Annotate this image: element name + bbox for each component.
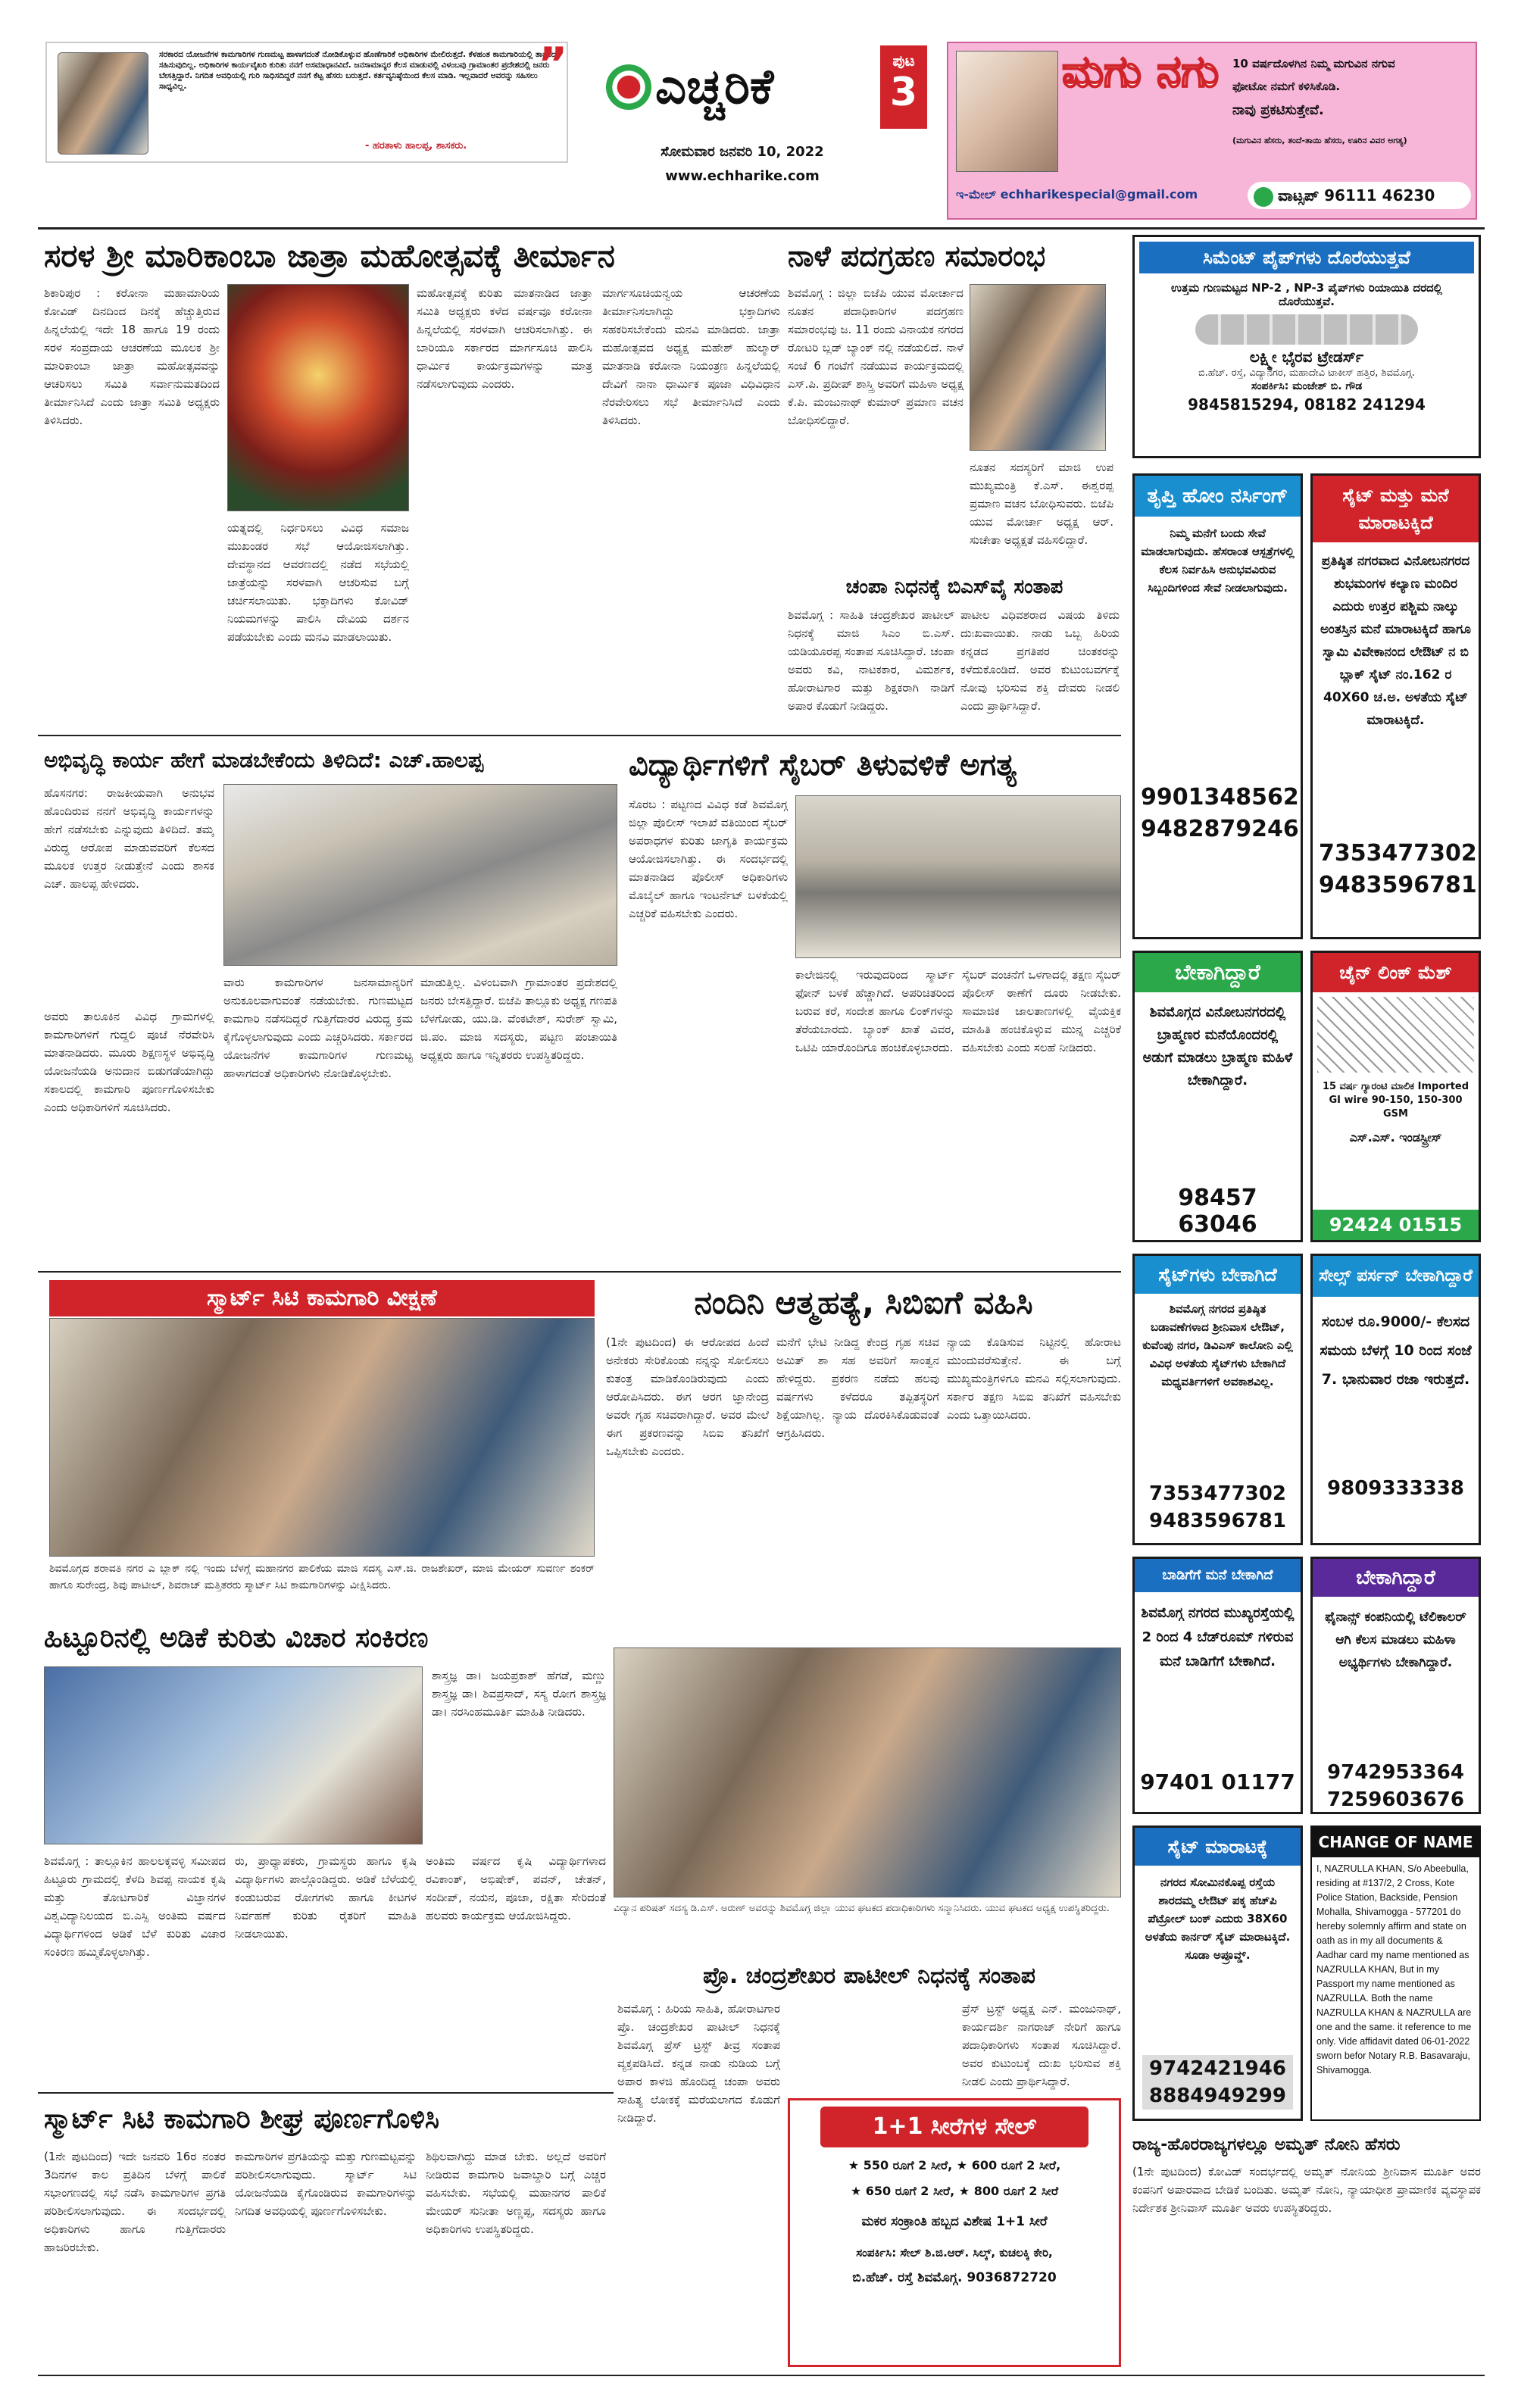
article1-col4: ಮಾರ್ಗಸೂಚಿಯನ್ವಯ ಆಚರಣೆಯ ತೀರ್ಮಾನಿಸಲಾಗಿದ್ದು ಭಕ್ತಾದಿಗಳು ಸಹಕರಿಸಬೇಕೆಂದು ಮನವಿ ಮಾಡಿದರು. ಜಾತ್ರಾ ಮಹೋತ್ಸವದ ಅಧ್ಯಕ್ಷ ಮಹೇಶ್ ಹುಲ್ಮಾರ್ ಮಾತನಾಡಿ ಕರೋನಾ ನಿಯಂತ್ರಣ ಹಿನ್ನಲೆಯಲ್ಲಿ ದೇವಿಗೆ ನಾನಾ ಧಾರ್ಮಿಕ ಪೂಜಾ ವಿಧಿವಿಧಾನ ನೆರವೇರಿಸಲು ಸಭೆ ತೀರ್ಮಾನಿಸಿದೆ ಎಂದು ತಿಳಿಸಿದರು.: [602, 286, 780, 427]
article1-headline: ಸರಳ ಶ್ರೀ ಮಾರಿಕಾಂಬಾ ಜಾತ್ರಾ ಮಹೋತ್ಸವಕ್ಕೆ ತೀರ್ಮಾನ: [44, 237, 615, 274]
article3-col2: ಪಾಟೀಲ ವಿಧಿವಶರಾದ ವಿಷಯ ತಿಳಿದು ದುಃಖವಾಯಿತು. ನಾಡು ಒಬ್ಬ ಹಿರಿಯ ಕನ್ನಡದ ಪ್ರಗತಿಪರ ಚಿಂತಕರನ್ನು ಕಳೆದುಕೊಂಡಿದೆ. ಅವರ ಕುಟುಂಬವರ್ಗಕ್ಕೆ ನೋವು ಭರಿಸುವ ಶಕ್ತಿ ದೇವರು ನೀಡಲಿ ಎಂದು ಪ್ರಾರ್ಥಿಸಿದ್ದಾರೆ.: [960, 608, 1120, 713]
classified-title: ಸೈಟ್‌ಗಳು ಬೇಕಾಗಿದೆ: [1135, 1256, 1301, 1294]
classified-title: ಸೈಟ್ ಮಾರಾಟಕ್ಕೆ: [1135, 1828, 1301, 1866]
saree-ad-line2: ★ 650 ರೂಗೆ 2 ಸೀರೆ, ★ 800 ರೂಗೆ 2 ಸೀರೆ: [850, 2184, 1059, 2198]
classified-body: ಉತ್ತಮ ಗುಣಮಟ್ಟದ NP-2 , NP-3 ಪೈಪ್‌ಗಳು ರಿಯಾಯಿತಿ ದರದಲ್ಲಿ ದೊರೆಯುತ್ತವೆ.: [1170, 281, 1443, 308]
ad-email[interactable]: ಇ-ಮೇಲ್ echharikespecial@gmail.com: [956, 187, 1198, 201]
saree-ad-line1: ★ 550 ರೂಗೆ 2 ಸೀರೆ, ★ 600 ರೂಗೆ 2 ಸೀರೆ,: [848, 2158, 1061, 2172]
article8-headline: ಹಿಟ್ಟೂರಿನಲ್ಲಿ ಅಡಿಕೆ ಕುರಿತು ವಿಚಾರ ಸಂಕಿರಣ: [44, 1623, 429, 1654]
classified-wanted-cook: [1132, 951, 1303, 1242]
classified-title: ಬಾಡಿಗೆಗೆ ಮನೆ ಬೇಕಾಗಿದೆ: [1135, 1559, 1301, 1592]
classified-title: ಸಿಮೆಂಟ್ ಪೈಪ್‌ಗಳು ದೊರೆಯುತ್ತವೆ: [1139, 242, 1474, 273]
classified-site-house-sale: [1310, 473, 1481, 939]
article11-text: (1ನೇ ಪುಟದಿಂದ) ಕೋವಿಡ್ ಸಂದರ್ಭದಲ್ಲಿ ಅಮೃತ್ ನೋನಿಯ ಶ್ರೀನಿವಾಸ ಮೂರ್ತಿ ಅವರ ಕಂಪನಿಗೆ ಅಪಾರವಾದ ಬೇಡಿಕೆ ಬಂದಿತು. ಅಮೃತ್ ನೋನಿ, ನ್ಯಾಯಾಧೀಶ ಪ್ರಾಮಾಣಿಕ ವ್ಯವಸ್ಥಾಪಕ ನಿರ್ದೇಶಕ ಶ್ರೀನಿವಾಸ್ ಮೂರ್ತಿ ಅವರು ಉಪಸ್ಥಿತರಿದ್ದರು.: [1132, 2165, 1481, 2215]
article9-col3: ಶಿಥಿಲವಾಗಿದ್ದು ಮಾಡ ಬೇಕು. ಅಲ್ಲದೆ ಅವರಿಗೆ ನೀಡಿರುವ ಕಾಮಗಾರಿ ಜವಾಬ್ದಾರಿ ಬಗ್ಗೆ ಎಚ್ಚರ ವಹಿಸಬೇಕು. ಸಭೆಯಲ್ಲಿ ಮಹಾನಗರ ಪಾಲಿಕೆ ಮೇಯರ್ ಸುನೀತಾ ಅಣ್ಣಪ್ಪ, ಸದಸ್ಯರು ಹಾಗೂ ಅಧಿಕಾರಿಗಳು ಉಪಸ್ಥಿತರಿದ್ದರು.: [426, 2150, 606, 2236]
classified-title: ತೃಪ್ತಿ ಹೋಂ ನರ್ಸಿಂಗ್: [1135, 476, 1301, 517]
article5-col1: ಸೊರಬ : ಪಟ್ಟಣದ ವಿವಿಧ ಕಡೆ ಶಿವಮೊಗ್ಗ ಜಿಲ್ಲಾ ಪೊಲೀಸ್ ಇಲಾಖೆ ವತಿಯಿಂದ ಸೈಬರ್ ಅಪರಾಧಗಳ ಕುರಿತು ಜಾಗೃತಿ ಕಾರ್ಯಕ್ರಮ ಆಯೋಜಿಸಲಾಗಿತ್ತು. ಈ ಸಂದರ್ಭದಲ್ಲಿ ಮಾತನಾಡಿದ ಪೊಲೀಸ್ ಅಧಿಕಾರಿಗಳು ಮೊಬೈಲ್ ಹಾಗೂ ಇಂಟರ್ನೆಟ್ ಬಳಕೆಯಲ್ಲಿ ಎಚ್ಚರಿಕೆ ವಹಿಸಬೇಕು ಎಂದರು.: [629, 798, 788, 920]
quote-box: [45, 38, 568, 163]
classified-site-sale: [1132, 1826, 1303, 2121]
page-number-box: [880, 45, 927, 129]
article10-col1: ಶಿವಮೊಗ್ಗ : ಹಿರಿಯ ಸಾಹಿತಿ, ಹೋರಾಟಗಾರ ಪ್ರೊ. ಚಂದ್ರಶೇಖರ ಪಾಟೀಲ್ ನಿಧನಕ್ಕೆ ಶಿವಮೊಗ್ಗ ಪ್ರೆಸ್ ಟ್ರಸ್ಟ್ ತೀವ್ರ ಸಂತಾಪ ವ್ಯಕ್ತಪಡಿಸಿದೆ. ಕನ್ನಡ ನಾಡು ನುಡಿಯ ಬಗ್ಗೆ ಅಪಾರ ಕಾಳಜಿ ಹೊಂದಿದ್ದ ಚಂಪಾ ಅವರು ಸಾಹಿತ್ಯ ಲೋಕಕ್ಕೆ ಮರೆಯಲಾಗದ ಕೊಡುಗೆ ನೀಡಿದ್ದಾರೆ.: [617, 2002, 780, 2125]
article3-headline: ಚಂಪಾ ನಿಧನಕ್ಕೆ ಬಿಎಸ್‌ವೈ ಸಂತಾಪ: [845, 576, 1063, 598]
article8-col1: ಶಿವಮೊಗ್ಗ : ತಾಲ್ಲೂಕಿನ ಹಾಲಲಕ್ಕವಳ್ಳಿ ಸಮೀಪದ ಹಿಟ್ಟೂರು ಗ್ರಾಮದಲ್ಲಿ ಕೆಳದಿ ಶಿವಪ್ಪ ನಾಯಕ ಕೃಷಿ ಮತ್ತು ತೋಟಗಾರಿಕೆ ವಿಜ್ಞಾನಗಳ ವಿಶ್ವವಿದ್ಯಾನಿಲಯದ ಬಿ.ಎಸ್ಸಿ ಅಂತಿಮ ವರ್ಷದ ವಿದ್ಯಾರ್ಥಿಗಳಿಂದ ಅಡಿಕೆ ಬೆಳೆ ಕುರಿತು ವಿಚಾರ ಸಂಕಿರಣ ಹಮ್ಮಿಕೊಳ್ಳಲಾಗಿತ್ತು.: [44, 1854, 226, 1959]
ad-title: ಮಗು ನಗು: [1062, 45, 1220, 97]
article2-headline: ನಾಳೆ ಪದಗ್ರಹಣ ಸಮಾರಂಭ: [788, 239, 1046, 273]
article7-col3: ನ್ಯಾಯ ಕೊಡಿಸುವ ನಿಟ್ಟಿನಲ್ಲಿ ಹೋರಾಟ ಮುಂದುವರೆಸುತ್ತೇನೆ. ಈ ಬಗ್ಗೆ ಮುಖ್ಯಮಂತ್ರಿಗಳಿಗೂ ಮನವಿ ಸಲ್ಲಿಸಲಾಗುವುದು. ಸರ್ಕಾರ ತಕ್ಷಣ ಸಿಬಿಐ ತನಿಖೆಗೆ ವಹಿಸಬೇಕು ಎಂದು ಒತ್ತಾಯಿಸಿದರು.: [947, 1335, 1121, 1422]
article1-col2: ಯತ್ನದಲ್ಲಿ ನಿರ್ಧರಿಸಲು ವಿವಿಧ ಸಮಾಜ ಮುಖಂಡರ ಸಭೆ ಆಯೋಜಿಸಲಾಗಿತ್ತು. ದೇವಸ್ಥಾನದ ಆವರಣದಲ್ಲಿ ನಡೆದ ಸಭೆಯಲ್ಲಿ ಜಾತ್ರೆಯನ್ನು ಸರಳವಾಗಿ ಆಚರಿಸುವ ಬಗ್ಗೆ ಚರ್ಚಿಸಲಾಯಿತು. ಭಕ್ತಾದಿಗಳು ಕೋವಿಡ್ ನಿಯಮಗಳನ್ನು ಪಾಲಿಸಿ ದೇವಿಯ ದರ್ಶನ ಪಡೆಯಬೇಕು ಎಂದು ಮನವಿ ಮಾಡಲಾಯಿತು.: [227, 521, 409, 644]
ad-whatsapp[interactable]: [1248, 182, 1471, 209]
classified-body: ನಗರದ ಸೋಮಿನಕೊಪ್ಪ ರಸ್ತೆಯ ಶಾರದಮ್ಮ ಲೇಔಟ್ ಪಕ್ಕ ಹೆಚ್‌ಪಿ ಪೆಟ್ರೋಲ್ ಬಂಕ್ ಎದುರು 38X60 ಅಳತೆಯ ಕಾರ್ನರ್ ಸೈಟ್ ಮಾರಾಟಕ್ಕಿದೆ. ಸೂಡಾ ಅಪ್ರೂವ್ಡ್.: [1145, 1875, 1291, 1962]
classified-telecaller: [1310, 1557, 1481, 1814]
quote-author: - ಹರತಾಳು ಹಾಲಪ್ಪ, ಶಾಸಕರು.: [365, 140, 467, 151]
article9-col1: (1ನೇ ಪುಟದಿಂದ) ಇದೇ ಜನವರಿ 16ರ ನಂತರ 3ದಿನಗಳ ಕಾಲ ಪ್ರತಿದಿನ ಬೆಳಗ್ಗೆ ಪಾಲಿಕೆ ಸಭಾಂಗಣದಲ್ಲಿ ಸಭೆ ನಡೆಸಿ ಕಾಮಗಾರಿಗಳ ಪ್ರಗತಿ ಪರಿಶೀಲಿಸಲಾಗುವುದು. ಈ ಸಂದರ್ಭದಲ್ಲಿ ಅಧಿಕಾರಿಗಳು ಹಾಗೂ ಗುತ್ತಿಗೆದಾರರು ಹಾಜರಿರಬೇಕು.: [44, 2150, 226, 2254]
classified-phone: 97401 01177: [1140, 1769, 1295, 1794]
classified-phone: 98457 63046: [1178, 1185, 1257, 1238]
classified-title: ಚೈನ್ ಲಿಂಕ್ ಮೆಶ್: [1313, 953, 1479, 992]
website[interactable]: www.echharike.com: [665, 168, 820, 184]
classified-body: ಫೈನಾನ್ಸ್ ಕಂಪನಿಯಲ್ಲಿ ಟೆಲಿಕಾಲರ್ ಆಗಿ ಕೆಲಸ ಮಾಡಲು ಮಹಿಳಾ ಅಭ್ಯರ್ಥಿಗಳು ಬೇಕಾಗಿದ್ದಾರೆ.: [1325, 1610, 1466, 1670]
classified-name: ಎಸ್.ಎಸ್. ಇಂಡಸ್ಟ್ರೀಸ್: [1349, 1130, 1442, 1145]
classified-body: ನಿಮ್ಮ ಮನೆಗೆ ಬಂದು ಸೇವೆ ಮಾಡಲಾಗುವುದು. ಹೆಸರಾಂತ ಆಸ್ಪತ್ರೆಗಳಲ್ಲಿ ಕೆಲಸ ನಿರ್ವಹಿಸಿ ಅನುಭವವಿರುವ ಸಿಬ್ಬಂದಿಗಳಿಂದ ಸೇವೆ ನೀಡಲಾಗುವುದು.: [1141, 526, 1295, 595]
article6-caption: ಶಿವಮೊಗ್ಗದ ಶರಾವತಿ ನಗರ ಎ ಬ್ಲಾಕ್ ನಲ್ಲಿ ಇಂದು ಬೆಳಗ್ಗೆ ಮಹಾನಗರ ಪಾಲಿಕೆಯ ಮಾಜಿ ಸದಸ್ಯ ಎಸ್.ಜಿ. ರಾಜಶೇಖರ್, ಮಾಜಿ ಮೇಯರ್ ಸುವರ್ಣ ಶಂಕರ್ ಹಾಗೂ ಸುರೇಂದ್ರ, ಶಿವು ಪಾಟೀಲ್, ಶಿವರಾಜ್ ಮತ್ತಿತರರು ಸ್ಮಾರ್ಟ್ ಸಿಟಿ ಕಾಮಗಾರಿಗಳನ್ನು ವೀಕ್ಷಿಸಿದರು.: [49, 1563, 595, 1591]
article1-col3: ಮಹೋತ್ಸವಕ್ಕೆ ಕುರಿತು ಮಾತನಾಡಿದ ಜಾತ್ರಾ ಸಮಿತಿ ಅಧ್ಯಕ್ಷರು ಕಳೆದ ವರ್ಷವೂ ಕರೋನಾ ಹಿನ್ನಲೆಯಲ್ಲಿ ಸರಳವಾಗಿ ಆಚರಿಸಲಾಗಿತ್ತು. ಈ ಬಾರಿಯೂ ಸರ್ಕಾರದ ಮಾರ್ಗಸೂಚಿ ಪಾಲಿಸಿ ಧಾರ್ಮಿಕ ಕಾರ್ಯಕ್ರಮಗಳನ್ನು ಮಾತ್ರ ನಡೆಸಲಾಗುವುದು ಎಂದರು.: [417, 286, 592, 391]
article6-headline: ಸ್ಮಾರ್ಟ್ ಸಿಟಿ ಕಾಮಗಾರಿ ವೀಕ್ಷಣೆ: [207, 1285, 437, 1311]
saree-ad-line4: ಸಂಪರ್ಕಿಸಿ: ಸೇಲ್ ಶಿ.ಜಿ.ಆರ್. ಸಿಲ್ಕ್, ಕುಚಲಕ್ಕಿ ಕೇರಿ,: [856, 2246, 1053, 2260]
article1-col1: ಶಿಕಾರಿಪುರ : ಕರೋನಾ ಮಹಾಮಾರಿಯ ಕೋವಿಡ್ ದಿನದಿಂದ ದಿನಕ್ಕೆ ಹೆಚ್ಚುತ್ತಿರುವ ಹಿನ್ನಲೆಯಲ್ಲಿ ಇದೇ 18 ಹಾಗೂ 19 ರಂದು ಸರಳ ಸಂಪ್ರದಾಯ ಆಚರಣೆಯ ಮೂಲಕ ಶ್ರೀ ಮಾರಿಕಾಂಬಾ ಜಾತ್ರಾ ಮಹೋತ್ಸವವನ್ನು ಆಚರಿಸಲು ಸಮಿತಿ ಸರ್ವಾನುಮತದಿಂದ ತೀರ್ಮಾನಿಸಿದೆ ಎಂದು ಜಾತ್ರಾ ಸಮಿತಿ ಅಧ್ಯಕ್ಷರು ತಿಳಿಸಿದರು.: [44, 286, 220, 427]
article4-photo: [223, 784, 617, 966]
classified-body: ಸಂಬಳ ರೂ.9000/- ಕೆಲಸದ ಸಮಯ ಬೆಳಗ್ಗೆ 10 ರಿಂದ ಸಂಜೆ 7. ಭಾನುವಾರ ರಜಾ ಇರುತ್ತದೆ.: [1320, 1313, 1472, 1388]
classified-phone: 9742421946 8884949299: [1142, 2055, 1293, 2110]
ad-line2: ಫೋಟೋ ನಮಗೆ ಕಳಿಸಿಕೊಡಿ.: [1232, 80, 1341, 93]
article7-col1: (1ನೇ ಪುಟದಿಂದ) ಈ ಆರೋಪದ ಹಿಂದೆ ಅನೇಕರು ಸೇರಿಕೊಂಡು ನನ್ನನ್ನು ಸೋಲಿಸಲು ಕುತಂತ್ರ ಮಾಡಿಕೊಂಡಿರುವುದು ಎಂದು ಆರೋಪಿಸಿದರು. ಈಗ ಆರಗ ಜ್ಞಾನೇಂದ್ರ ಅವರೇ ಗೃಹ ಸಚಿವರಾಗಿದ್ದಾರೆ. ಅವರ ಮೇಲೆ ಈಗ ಪ್ರಕರಣವನ್ನು ಸಿಬಿಐ ತನಿಖೆಗೆ ಒಪ್ಪಿಸಬೇಕು ಎಂದರು.: [606, 1335, 769, 1458]
classified-name: ಲಕ್ಷ್ಮೀ ಭೈರವ ಟ್ರೇಡರ್ಸ್: [1249, 348, 1364, 366]
classified-title: ಸೈಟ್ ಮತ್ತು ಮನೆ ಮಾರಾಟಕ್ಕಿದೆ: [1313, 476, 1479, 542]
saree-ad-title: 1+1 ಸೀರೆಗಳ ಸೇಲ್: [820, 2107, 1088, 2147]
article5-photo: [795, 795, 1121, 958]
classified-rent-wanted: [1132, 1557, 1303, 1814]
classified-address: ಬಿ.ಹೆಚ್. ರಸ್ತೆ, ವಿದ್ಯಾನಗರ, ಮಹಾದೇವಿ ಟಾಕೀಸ್ ಹತ್ತಿರ, ಶಿವಮೊಗ್ಗ.: [1198, 367, 1415, 379]
article2-col1: ಶಿವಮೊಗ್ಗ : ಜಿಲ್ಲಾ ಬಿಜೆಪಿ ಯುವ ಮೋರ್ಚಾದ ನೂತನ ಪದಾಧಿಕಾರಿಗಳ ಪದಗ್ರಹಣ ಸಮಾರಂಭವು ಜ. 11 ರಂದು ವಿನಾಯಕ ನಗರದ ರೋಟರಿ ಬ್ಲಡ್ ಬ್ಯಾಂಕ್ ನಲ್ಲಿ ನಡೆಯಲಿದೆ. ನಾಳೆ ಸಂಜೆ 6 ಗಂಟೆಗೆ ನಡೆಯುವ ಕಾರ್ಯಕ್ರಮದಲ್ಲಿ ಎಸ್.ಪಿ. ಪ್ರದೀಪ್ ಶಾಸ್ತ್ರಿ ಅವರಿಗೆ ಮಹಿಳಾ ಅಧ್ಯಕ್ಷ ಕೆ.ಪಿ. ಮಂಜುನಾಥ್ ಕುಮಾರ್ ಪ್ರಮಾಣ ವಚನ ಬೋಧಿಸಲಿದ್ದಾರೆ.: [788, 286, 964, 427]
article5-col2: ಕಾಲೇಜಿನಲ್ಲಿ ಇರುವುದರಿಂದ ಸ್ಮಾರ್ಟ್ ಫೋನ್ ಬಳಕೆ ಹೆಚ್ಚಾಗಿದೆ. ಅಪರಿಚಿತರಿಂದ ಬರುವ ಕರೆ, ಸಂದೇಶ ಹಾಗೂ ಲಿಂಕ್‌ಗಳನ್ನು ತೆರೆಯಬಾರದು. ಬ್ಯಾಂಕ್ ಖಾತೆ ವಿವರ, ಒಟಿಪಿ ಯಾರೊಂದಿಗೂ ಹಂಚಿಕೊಳ್ಳಬಾರದು.: [795, 968, 954, 1054]
article5-col3: ಸೈಬರ್ ವಂಚನೆಗೆ ಒಳಗಾದಲ್ಲಿ ತಕ್ಷಣ ಸೈಬರ್ ಪೊಲೀಸ್ ಠಾಣೆಗೆ ದೂರು ನೀಡಬೇಕು. ಸಾಮಾಜಿಕ ಜಾಲತಾಣಗಳಲ್ಲಿ ವೈಯಕ್ತಿಕ ಮಾಹಿತಿ ಹಂಚಿಕೊಳ್ಳುವ ಮುನ್ನ ಎಚ್ಚರಿಕೆ ವಹಿಸಬೇಕು ಎಂದು ಸಲಹೆ ನೀಡಿದರು.: [962, 968, 1121, 1054]
article5-headline: ವಿದ್ಯಾರ್ಥಿಗಳಿಗೆ ಸೈಬರ್ ತಿಳುವಳಿಕೆ ಅಗತ್ಯ: [629, 748, 1017, 782]
masthead-rule: [38, 227, 1485, 230]
article7-col2: ಮನೆಗೆ ಭೇಟಿ ನೀಡಿದ್ದ ಕೇಂದ್ರ ಗೃಹ ಸಚಿವ ಅಮಿತ್ ಶಾ ಸಹ ಅವರಿಗೆ ಸಾಂತ್ವನ ಹೇಳಿದ್ದರು. ಪ್ರಕರಣ ನಡೆದು ಹಲವು ವರ್ಷಗಳು ಕಳೆದರೂ ತಪ್ಪಿತಸ್ಥರಿಗೆ ಶಿಕ್ಷೆಯಾಗಿಲ್ಲ. ನ್ಯಾಯ ದೊರಕಿಸಿಕೊಡುವಂತೆ ಆಗ್ರಹಿಸಿದರು.: [776, 1335, 939, 1440]
whatsapp-number: ವಾಟ್ಸಪ್ 96111 46230: [1278, 186, 1435, 205]
page-label: ಪುಟ: [892, 52, 915, 70]
pipes-image: [1195, 314, 1418, 345]
article2-photo: [970, 284, 1106, 451]
logo: [606, 53, 864, 129]
classified-home-nursing: [1132, 473, 1303, 939]
article4-col1b: ಅವರು ತಾಲೂಕಿನ ವಿವಿಧ ಗ್ರಾಮಗಳಲ್ಲಿ ಕಾಮಗಾರಿಗಳಿಗೆ ಗುದ್ದಲಿ ಪೂಜೆ ನೆರವೇರಿಸಿ ಮಾತನಾಡಿದರು. ಮೂರು ಶಿಕ್ಷಣಸ್ಥಳ ಅಭಿವೃದ್ಧಿ ಯೋಜನೆಯಡಿ ಅನುದಾನ ಬಿಡುಗಡೆಯಾಗಿದ್ದು ಸಕಾಲದಲ್ಲಿ ಕಾಮಗಾರಿ ಪೂರ್ಣಗೊಳಿಸಬೇಕು ಎಂದು ಅಧಿಕಾರಿಗಳಿಗೆ ಸೂಚಿಸಿದರು.: [44, 1010, 214, 1114]
quote-text: ಸರಕಾರದ ಯೋಜನೆಗಳ ಕಾಮಗಾರಿಗಳ ಗುಣಮಟ್ಟ ಹಾಳಾಗದಂತೆ ನೋಡಿಕೊಳ್ಳುವ ಹೊಣೆಗಾರಿಕೆ ಅಧಿಕಾರಿಗಳ ಮೇಲಿರುತ್ತದೆ. ಕೆಳಹಂತ ಕಾಮಗಾರಿಯಲ್ಲಿ ತಾವೆಂದು ಸಹಿಸುವುದಿಲ್ಲ. ಅಧಿಕಾರಿಗಳ ಕಾರ್ಯವೈಖರಿ ಕುರಿತು ನನಗೆ ಅಸಮಾಧಾನವಿದೆ. ಜನಸಾಮಾನ್ಯರ ಕೆಲಸ ಮಾಡುವಲ್ಲಿ ವಿಳಂಬವು ಗ್ರಾಮಾಂತರ ಪ್ರದೇಶದಲ್ಲಿ ಜನರು ಬೇಸತ್ತಿದ್ದಾರೆ. ನಿಗದಿತ ಅವಧಿಯಲ್ಲಿ ಗುರಿ ಸಾಧಿಸದಿದ್ದರೆ ನನಗೆ ಕೆಟ್ಟ ಹೆಸರು ಬರುತ್ತದೆ. ಕರ್ತವ್ಯನಿಷ್ಠೆಯಿಂದ ಕೆಲಸ ಮಾಡಿ. ಇಲ್ಲವಾದರೆ ಅವರನ್ನು ಸಹಿಸಲು ಸಾಧ್ಯವಿಲ್ಲ.: [159, 50, 560, 91]
divider-3: [38, 2092, 614, 2094]
classified-phone: 9742953364 7259603676: [1327, 1761, 1464, 1811]
article2-col2: ನೂತನ ಸದಸ್ಯರಿಗೆ ಮಾಜಿ ಉಪ ಮುಖ್ಯಮಂತ್ರಿ ಕೆ.ಎಸ್. ಈಶ್ವರಪ್ಪ ಪ್ರಮಾಣ ವಚನ ಬೋಧಿಸುವರು. ಬಿಜೆಪಿ ಯುವ ಮೋರ್ಚಾ ಅಧ್ಯಕ್ಷ ಆರ್. ಸುಚೇತಾ ಅಧ್ಯಕ್ಷತೆ ವಹಿಸಲಿದ್ದಾರೆ.: [970, 461, 1113, 547]
classified-phone: 92424 01515: [1313, 1210, 1479, 1240]
classified-sales-person: [1310, 1254, 1481, 1545]
mesh-image: [1317, 997, 1474, 1073]
classified-title: ಬೇಕಾಗಿದ್ದಾರೆ: [1313, 1559, 1479, 1597]
article8-col3: ಅಂತಿಮ ವರ್ಷದ ಕೃಷಿ ವಿದ್ಯಾರ್ಥಿಗಳಾದ ರವಿಕಾಂತ್, ಅಭಿಷೇಕ್, ಪವನ್, ಚೇತನ್, ಸಂದೀಪ್, ನಯನ, ಪೂಜಾ, ರಕ್ಷಿತಾ ಸೇರಿದಂತೆ ಹಲವರು ಕಾರ್ಯಕ್ರಮ ಆಯೋಜಿಸಿದ್ದರು.: [426, 1854, 606, 1922]
saree-ad-line5: ಬಿ.ಹೆಚ್. ರಸ್ತೆ ಶಿವಮೊಗ್ಗ. 9036872720: [852, 2270, 1057, 2285]
change-of-name: [1310, 1826, 1481, 2121]
article4-col2: ವಾರು ಕಾಮಗಾರಿಗಳ ಜನಸಾಮಾನ್ಯರಿಗೆ ಅನುಕೂಲವಾಗುವಂತೆ ನಡೆಯಬೇಕು. ಗುಣಮಟ್ಟದ ಕಾಮಗಾರಿ ನಡೆಸದಿದ್ದರೆ ಗುತ್ತಿಗೆದಾರರ ವಿರುದ್ಧ ಕ್ರಮ ಕೈಗೊಳ್ಳಲಾಗುವುದು ಎಂದು ಎಚ್ಚರಿಸಿದರು. ಸರ್ಕಾರದ ಯೋಜನೆಗಳ ಕಾಮಗಾರಿಗಳ ಗುಣಮಟ್ಟ ಹಾಳಾಗದಂತೆ ಅಧಿಕಾರಿಗಳು ನೋಡಿಕೊಳ್ಳಬೇಕು.: [223, 976, 413, 1080]
saree-ad-line3: ಮಕರ ಸಂಕ್ರಾಂತಿ ಹಬ್ಬದ ವಿಶೇಷ 1+1 ಸೀರೆ: [861, 2214, 1048, 2229]
baby-photo: [956, 51, 1058, 172]
classified-phone: 7353477302 9483596781: [1319, 840, 1477, 898]
classified-sites-wanted: [1132, 1254, 1303, 1545]
honor-photo-caption: ವಿದ್ಯಾನ ಪರಿಷತ್ ಸದಸ್ಯ ಡಿ.ಎಸ್. ಅರುಣ್ ಅವರನ್ನು ಶಿವಮೊಗ್ಗ ಜಿಲ್ಲಾ ಯುವ ಘಟಕದ ಪದಾಧಿಕಾರಿಗಳು ಸನ್ಮಾನಿಸಿದರು. ಯುವ ಘಟಕದ ಅಧ್ಯಕ್ಷ ಉಪಸ್ಥಿತರಿದ್ದರು.: [614, 1903, 1110, 1914]
article8-col0: ಶಾಸ್ತ್ರಜ್ಞ ಡಾ। ಜಯಪ್ರಕಾಶ್ ಹೆಗಡೆ, ಮಣ್ಣು ಶಾಸ್ತ್ರಜ್ಞ ಡಾ। ಶಿವಪ್ರಸಾದ್, ಸಸ್ಯ ರೋಗ ಶಾಸ್ತ್ರಜ್ಞ ಡಾ। ನರಸಿಂಹಮೂರ್ತಿ ಮಾಹಿತಿ ನೀಡಿದರು.: [432, 1669, 606, 1719]
article3-col1: ಶಿವಮೊಗ್ಗ : ಸಾಹಿತಿ ಚಂದ್ರಶೇಖರ ಪಾಟೀಲ್ ನಿಧನಕ್ಕೆ ಮಾಜಿ ಸಿಎಂ ಬಿ.ಎಸ್. ಯಡಿಯೂರಪ್ಪ ಸಂತಾಪ ಸೂಚಿಸಿದ್ದಾರೆ. ಚಂಪಾ ಅವರು ಕವಿ, ನಾಟಕಕಾರ, ವಿಮರ್ಶಕ, ಹೋರಾಟಗಾರ ಮತ್ತು ಶಿಕ್ಷಕರಾಗಿ ನಾಡಿಗೆ ಅಪಾರ ಕೊಡುಗೆ ನೀಡಿದ್ದರು.: [788, 608, 954, 713]
saree-sale-ad: [788, 2098, 1121, 2367]
honor-photo: [614, 1647, 1121, 1897]
ad-line3: ನಾವು ಪ್ರಕಟಿಸುತ್ತೇವೆ.: [1232, 102, 1324, 118]
classified-body: ಶಿವಮೊಗ್ಗ ನಗರದ ಮುಖ್ಯರಸ್ತೆಯಲ್ಲಿ 2 ರಿಂದ 4 ಬೆಡ್‌ರೂಮ್ ಗಳಿರುವ ಮನೆ ಬಾಡಿಗೆಗೆ ಬೇಕಾಗಿದೆ.: [1141, 1605, 1295, 1669]
article6-headline-box: [49, 1280, 595, 1316]
mla-photo: [58, 52, 148, 155]
article4-col3: ಮಾಡುತ್ತಿಲ್ಲ. ವಿಳಂಬವಾಗಿ ಗ್ರಾಮಾಂತರ ಪ್ರದೇಶದಲ್ಲಿ ಜನರು ಬೇಸತ್ತಿದ್ದಾರೆ. ಬಿಜೆಪಿ ತಾಲ್ಲೂಕು ಅಧ್ಯಕ್ಷ ಗಣಪತಿ ಬೆಳಗೋಡು, ಯು.ಡಿ. ವೆಂಕಟೇಶ್, ಸುರೇಶ್ ಸ್ವಾಮಿ, ಜಿ.ಪಂ. ಮಾಜಿ ಸದಸ್ಯರು, ಪಟ್ಟಣ ಪಂಚಾಯಿತಿ ಅಧ್ಯಕ್ಷರು ಹಾಗೂ ಇನ್ನಿತರರು ಉಪಸ್ಥಿತರಿದ್ದರು.: [420, 976, 617, 1062]
classified-body: ಪ್ರತಿಷ್ಠಿತ ನಗರವಾದ ವಿನೋಬನಗರದ ಶುಭಮಂಗಳ ಕಲ್ಯಾಣ ಮಂದಿರ ಎದುರು ಉತ್ತರ ಪಶ್ಚಿಮ ನಾಲ್ಕು ಅಂತಸ್ತಿನ ಮನೆ ಮಾರಾಟಕ್ಕಿದೆ ಹಾಗೂ ಸ್ವಾಮಿ ವಿವೇಕಾನಂದ ಲೇಔಟ್ ನ ಬಿ ಬ್ಲಾಕ್ ಸೈಟ್ ನಂ.162 ರ 40X60 ಚ.ಅ. ಅಳತೆಯ ಸೈಟ್ ಮಾರಾಟಕ್ಕಿದೆ.: [1320, 554, 1472, 728]
change-of-name-title: CHANGE OF NAME: [1312, 1827, 1479, 1857]
quote-mark: ”: [538, 38, 568, 91]
classified-body: ಶಿವಮೊಗ್ಗದ ವಿನೋಬನಗರದಲ್ಲಿ ಬ್ರಾಹ್ಮಣರ ಮನೆಯೊಂದರಲ್ಲಿ ಅಡುಗೆ ಮಾಡಲು ಬ್ರಾಹ್ಮಣ ಮಹಿಳೆ ಬೇಕಾಗಿದ್ದಾರೆ.: [1142, 1004, 1293, 1088]
page-number: 3: [889, 70, 918, 115]
classified-title: ಸೇಲ್ಸ್ ಪರ್ಸನ್ ಬೇಕಾಗಿದ್ದಾರೆ: [1313, 1256, 1479, 1297]
article6-photo: [49, 1318, 595, 1557]
classified-phone: 9845815294, 08182 241294: [1188, 395, 1426, 414]
article11-headline: ರಾಜ್ಯ-ಹೊರರಾಜ್ಯಗಳಲ್ಲೂ ಅಮೃತ್ ನೋನಿ ಹೆಸರು: [1132, 2135, 1401, 2154]
ad-line1: 10 ವರ್ಷದೊಳಗಿನ ನಿಮ್ಮ ಮಗುವಿನ ನಗುವ: [1232, 57, 1395, 70]
classified-body: ಶಿವಮೊಗ್ಗ ನಗರದ ಪ್ರತಿಷ್ಠಿತ ಬಡಾವಣೆಗಳಾದ ಶ್ರೀನಿವಾಸ ಲೇಔಟ್, ಕುವೆಂಪು ನಗರ, ಡಿವಿಎಸ್ ಕಾಲೋನಿ ಎಲ್ಲಿ ವಿವಿಧ ಅಳತೆಯ ಸೈಟ್‌ಗಳು ಬೇಕಾಗಿದೆ ಮಧ್ಯವರ್ತಿಗಳಿಗೆ ಅವಕಾಶವಿಲ್ಲ.: [1142, 1302, 1293, 1388]
ad-line4: (ಮಗುವಿನ ಹೆಸರು, ತಂದೆ-ತಾಯಿ ಹೆಸರು, ಊರಿನ ವಿವರ ಅಗತ್ಯ): [1232, 136, 1407, 145]
change-of-name-body: I, NAZRULLA KHAN, S/o Abeebulla, residing at #137/2, 2 Cross, Kote Police Station, Backside, Pension Mohalla, Shivamogga - 577201 do hereby solemnly affirm and state on oath as in my all documents & Aadhar card my name mentioned as NAZRULLA KHAN, But in my Passport my name mentioned as NAZRULLA. Both the name NAZRULLA KHAN & NAZRULLA are one and the same. it reference to me only. Vide affidavit dated 06-01-2022 sworn befor Notary R.B. Basavaraju, Shivamogga.: [1316, 1863, 1472, 2075]
classified-phone: 9809333338: [1327, 1477, 1464, 1500]
logo-text: ಎಚ್ಚರಿಕೆ: [655, 59, 774, 115]
article1-photo: [227, 284, 409, 511]
article10-col2: ಪ್ರೆಸ್ ಟ್ರಸ್ಟ್ ಅಧ್ಯಕ್ಷ ಎನ್. ಮಂಜುನಾಥ್, ಕಾರ್ಯದರ್ಶಿ ನಾಗರಾಜ್ ನೇರಿಗೆ ಹಾಗೂ ಪದಾಧಿಕಾರಿಗಳು ಸಂತಾಪ ಸೂಚಿಸಿದ್ದಾರೆ. ಅವರ ಕುಟುಂಬಕ್ಕೆ ದುಃಖ ಭರಿಸುವ ಶಕ್ತಿ ನೀಡಲಿ ಎಂದು ಪ್ರಾರ್ಥಿಸಿದ್ದಾರೆ.: [962, 2002, 1121, 2088]
whatsapp-icon: [1254, 187, 1273, 207]
article10-headline: ಪ್ರೊ. ಚಂದ್ರಶೇಖರ ಪಾಟೀಲ್ ನಿಧನಕ್ಕೆ ಸಂತಾಪ: [703, 1963, 1035, 1989]
article8-photo: [44, 1666, 423, 1844]
logo-emblem-icon: [606, 64, 651, 110]
article9-col2: ಕಾಮಗಾರಿಗಳ ಪ್ರಗತಿಯನ್ನು ಮತ್ತು ಗುಣಮಟ್ಟವನ್ನು ಪರಿಶೀಲಿಸಲಾಗುವುದು. ಸ್ಮಾರ್ಟ್ ಸಿಟಿ ಯೋಜನೆಯಡಿ ಕೈಗೊಂಡಿರುವ ಕಾಮಗಾರಿಗಳನ್ನು ನಿಗದಿತ ಅವಧಿಯಲ್ಲಿ ಪೂರ್ಣಗೊಳಿಸಬೇಕು.: [235, 2150, 417, 2218]
classified-contact: ಸಂಪರ್ಕಿಸಿ: ಮಂಜೇಶ್ ಬಿ. ಗೌಡ: [1251, 380, 1363, 392]
bottom-rule: [38, 2375, 1485, 2376]
article4-col1: ಹೊಸನಗರ: ರಾಜಕೀಯವಾಗಿ ಅನುಭವ ಹೊಂದಿರುವ ನನಗೆ ಅಭಿವೃದ್ಧಿ ಕಾರ್ಯಗಳನ್ನು ಹೇಗೆ ನಡೆಸಬೇಕು ಎನ್ನುವುದು ತಿಳಿದಿದೆ. ತಮ್ಮ ವಿರುದ್ಧ ಆರೋಪ ಮಾಡುವವರಿಗೆ ಕೆಲಸದ ಮೂಲಕ ಉತ್ತರ ನೀಡುತ್ತೇನೆ ಎಂದು ಶಾಸಕ ಎಚ್. ಹಾಲಪ್ಪ ಹೇಳಿದರು.: [44, 786, 214, 891]
baby-smile-ad: [947, 42, 1477, 220]
article8-col2: ರು, ಪ್ರಾಧ್ಯಾಪಕರು, ಗ್ರಾಮಸ್ಥರು ಹಾಗೂ ಕೃಷಿ ವಿದ್ಯಾರ್ಥಿಗಳು ಪಾಲ್ಗೊಂಡಿದ್ದರು. ಅಡಿಕೆ ಬೆಳೆಯಲ್ಲಿ ಕಂಡುಬರುವ ರೋಗಗಳು ಹಾಗೂ ಕೀಟಗಳ ನಿರ್ವಹಣೆ ಕುರಿತು ರೈತರಿಗೆ ಮಾಹಿತಿ ನೀಡಲಾಯಿತು.: [235, 1854, 417, 1941]
issue-date: ಸೋಮವಾರ ಜನವರಿ 10, 2022: [661, 144, 824, 160]
classified-phone: 7353477302 9483596781: [1149, 1482, 1286, 1532]
classified-cement-pipes: [1132, 235, 1481, 458]
classified-phone: 9901348562 9482879246: [1141, 784, 1299, 842]
classified-chain-link: [1310, 951, 1481, 1242]
divider-1: [38, 735, 1121, 736]
article7-headline: ನಂದಿನಿ ಆತ್ಮಹತ್ಯೆ, ಸಿಬಿಐಗೆ ವಹಿಸಿ: [694, 1284, 1033, 1321]
article4-headline: ಅಭಿವೃದ್ಧಿ ಕಾರ್ಯ ಹೇಗೆ ಮಾಡಬೇಕೆಂದು ತಿಳಿದಿದೆ: ಎಚ್.ಹಾಲಪ್ಪ: [44, 748, 483, 773]
divider-2: [38, 1271, 1121, 1273]
classified-title: ಬೇಕಾಗಿದ್ದಾರೆ: [1135, 953, 1301, 992]
article9-headline: ಸ್ಮಾರ್ಟ್ ಸಿಟಿ ಕಾಮಗಾರಿ ಶೀಘ್ರ ಪೂರ್ಣಗೊಳಿಸಿ: [44, 2103, 439, 2135]
classified-body: 15 ವರ್ಷ ಗ್ಯಾರಂಟಿ ಮಾಲಿಕ Imported GI wire 90-150, 150-300 GSM: [1322, 1081, 1469, 1120]
